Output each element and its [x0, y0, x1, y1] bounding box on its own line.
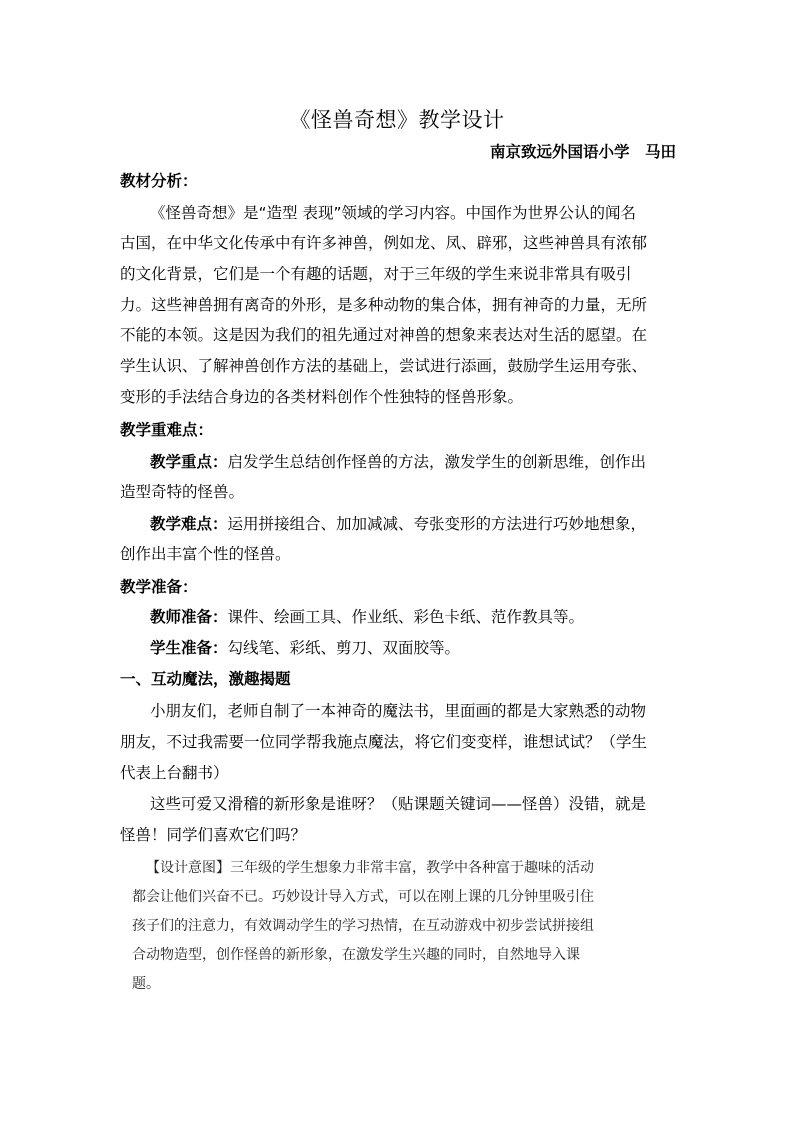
- key-point-label: 教学重点：: [150, 453, 228, 471]
- student-prep-text: 勾线笔、彩纸、剪刀、双面胶等。: [227, 639, 461, 657]
- difficulty-line: [150, 514, 646, 534]
- section-heading-preparation: 教学准备：: [120, 578, 198, 596]
- analysis-line: 的文化背景，它们是一个有趣的话题，对于三年级的学生来说非常具有吸引: [120, 265, 632, 283]
- part1-paragraph-line: 怪兽！同学们喜欢它们吗？: [120, 826, 307, 844]
- design-intent-line: [146, 858, 594, 878]
- teacher-prep-text: 课件、绘画工具、作业纸、彩色卡纸、范作教具等。: [227, 608, 585, 626]
- design-intent-label: 【设计意图】: [146, 860, 230, 876]
- design-intent-line: 题。: [132, 976, 160, 992]
- teacher-prep-line: [150, 607, 584, 627]
- section-heading-keypoints: 教学重难点：: [120, 421, 214, 439]
- section-heading-part1: 一、互动魔法，激趣揭题: [120, 670, 291, 688]
- teacher-prep-label: 教师准备：: [150, 608, 228, 626]
- design-intent-line: 合动物造型，创作怪兽的新形象，在激发学生兴趣的同时，自然地导入课: [132, 947, 580, 963]
- analysis-line: 《怪兽奇想》是“造型 表现”领域的学习内容。中国作为世界公认的闻名: [150, 204, 636, 222]
- analysis-line: 力。这些神兽拥有离奇的外形，是多种动物的集合体，拥有神奇的力量，无所: [120, 296, 648, 314]
- student-prep-label: 学生准备：: [150, 639, 228, 657]
- key-point-text: 启发学生总结创作怪兽的方法，激发学生的创新思维，创作出: [227, 453, 647, 471]
- analysis-line: 变形的手法结合身边的各类材料创作个性独特的怪兽形象。: [120, 388, 524, 406]
- analysis-line: 不能的本领。这是因为我们的祖先通过对神兽的想象来表达对生活的愿望。在: [120, 326, 648, 344]
- design-intent-line: 都会让他们兴奋不已。巧妙设计导入方式，可以在刚上课的几分钟里吸引住: [132, 889, 594, 905]
- analysis-line: 学生认识、了解神兽创作方法的基础上，尝试进行添画，鼓励学生运用夸张、: [120, 357, 648, 375]
- difficulty-label: 教学难点：: [150, 515, 228, 533]
- difficulty-text: 运用拼接组合、加加减减、夸张变形的方法进行巧妙地想象，: [227, 515, 647, 533]
- section-heading-analysis: 教材分析：: [120, 172, 198, 190]
- part1-paragraph-line: 小朋友们，老师自制了一本神奇的魔法书，里面画的都是大家熟悉的动物: [150, 702, 647, 720]
- part1-paragraph-line: 朋友，不过我需要一位同学帮我施点魔法，将它们变变样，谁想试试？（学生: [120, 733, 648, 751]
- document-title: 《怪兽奇想》教学设计: [289, 108, 505, 132]
- key-point-cont: 造型奇特的怪兽。: [120, 483, 245, 501]
- part1-paragraph-line: 这些可爱又滑稽的新形象是谁呀？（贴课题关键词——怪兽）没错，就是: [150, 795, 647, 813]
- key-point-line: [150, 452, 646, 472]
- design-intent-line: 孩子们的注意力，有效调动学生的学习热情，在互动游戏中初步尝试拼接组: [132, 918, 594, 934]
- author-line: 南京致远外国语小学 马田: [489, 143, 676, 161]
- difficulty-cont: 创作出丰富个性的怪兽。: [120, 545, 291, 563]
- analysis-line: 古国，在中华文化传承中有许多神兽，例如龙、凤、辟邪，这些神兽具有浓郁: [120, 234, 648, 252]
- part1-paragraph-line: 代表上台翻书）: [120, 764, 229, 782]
- design-intent-text: 三年级的学生想象力非常丰富，教学中各种富于趣味的活动: [230, 860, 594, 876]
- student-prep-line: [150, 638, 460, 658]
